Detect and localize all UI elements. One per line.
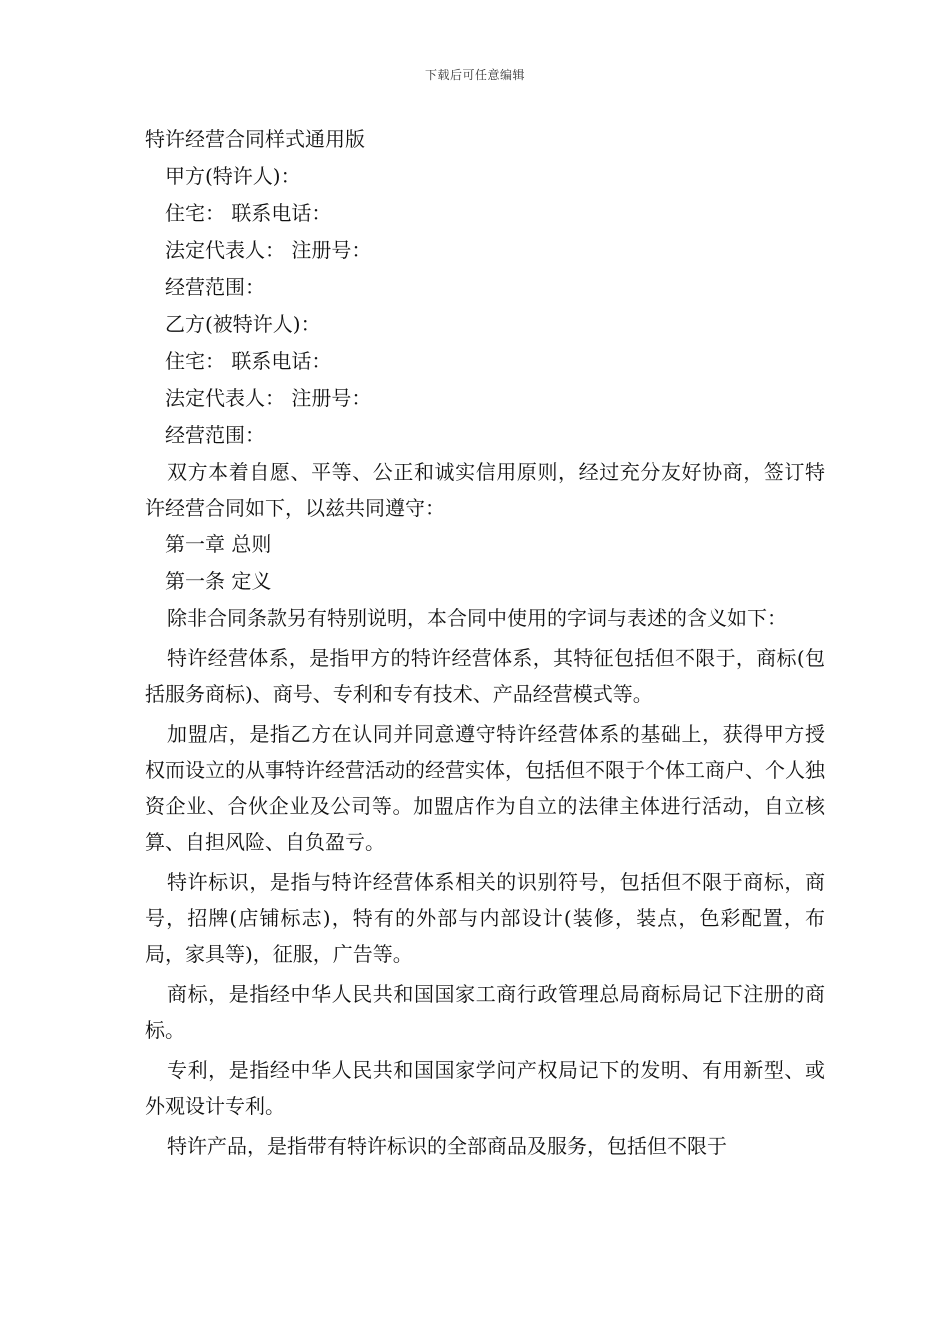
definition-franchise-mark: 特许标识，是指与特许经营体系相关的识别符号，包括但不限于商标，商号，招牌(店铺标志)，特有的外部与内部设计(装修，装点，色彩配置，布局，家具等)，征服，广告等。: [145, 870, 825, 966]
article-heading: 第一条 定义: [165, 569, 272, 593]
party-a-label: 甲方(特许人)：: [165, 164, 301, 188]
chapter-heading: 第一章 总则: [165, 532, 272, 556]
party-b-residence: 住宅： 联系电话：: [165, 349, 332, 373]
definition-franchise-system: 特许经营体系，是指甲方的特许经营体系，其特征包括但不限于，商标(包括服务商标)、商号、专利和专有技术、产品经营模式等。: [145, 646, 825, 706]
definition-trademark: 商标，是指经中华人民共和国国家工商行政管理总局商标局记下注册的商标。: [145, 982, 825, 1042]
party-a-residence: 住宅： 联系电话：: [165, 201, 332, 225]
party-b-legal-rep: 法定代表人： 注册号：: [165, 386, 372, 410]
document-title: 特许经营合同样式通用版: [145, 127, 365, 151]
definition-franchise-product: 特许产品，是指带有特许标识的全部商品及服务，包括但不限于: [167, 1134, 727, 1158]
definition-intro: 除非合同条款另有特别说明，本合同中使用的字词与表述的含义如下：: [167, 606, 787, 630]
party-a-scope: 经营范围：: [165, 275, 265, 299]
party-a-legal-rep: 法定代表人： 注册号：: [165, 238, 372, 262]
header-note: 下载后可任意编辑: [424, 68, 525, 82]
preamble: 双方本着自愿、平等、公正和诚实信用原则，经过充分友好协商，签订特许经营合同如下，以兹共同遵守：: [145, 460, 825, 520]
party-b-scope: 经营范围：: [165, 423, 265, 447]
party-b-label: 乙方(被特许人)：: [165, 312, 321, 336]
document-body: [145, 121, 825, 1164]
definition-franchise-store: 加盟店，是指乙方在认同并同意遵守特许经营体系的基础上，获得甲方授权而设立的从事特许经营活动的经营实体，包括但不限于个体工商户、个人独资企业、合伙企业及公司等。加盟店作为自立的法律主体进行活动，自立核算、自担风险、自负盈亏。: [145, 722, 825, 854]
definition-patent: 专利，是指经中华人民共和国国家学问产权局记下的发明、有用新型、或外观设计专利。: [145, 1058, 825, 1118]
